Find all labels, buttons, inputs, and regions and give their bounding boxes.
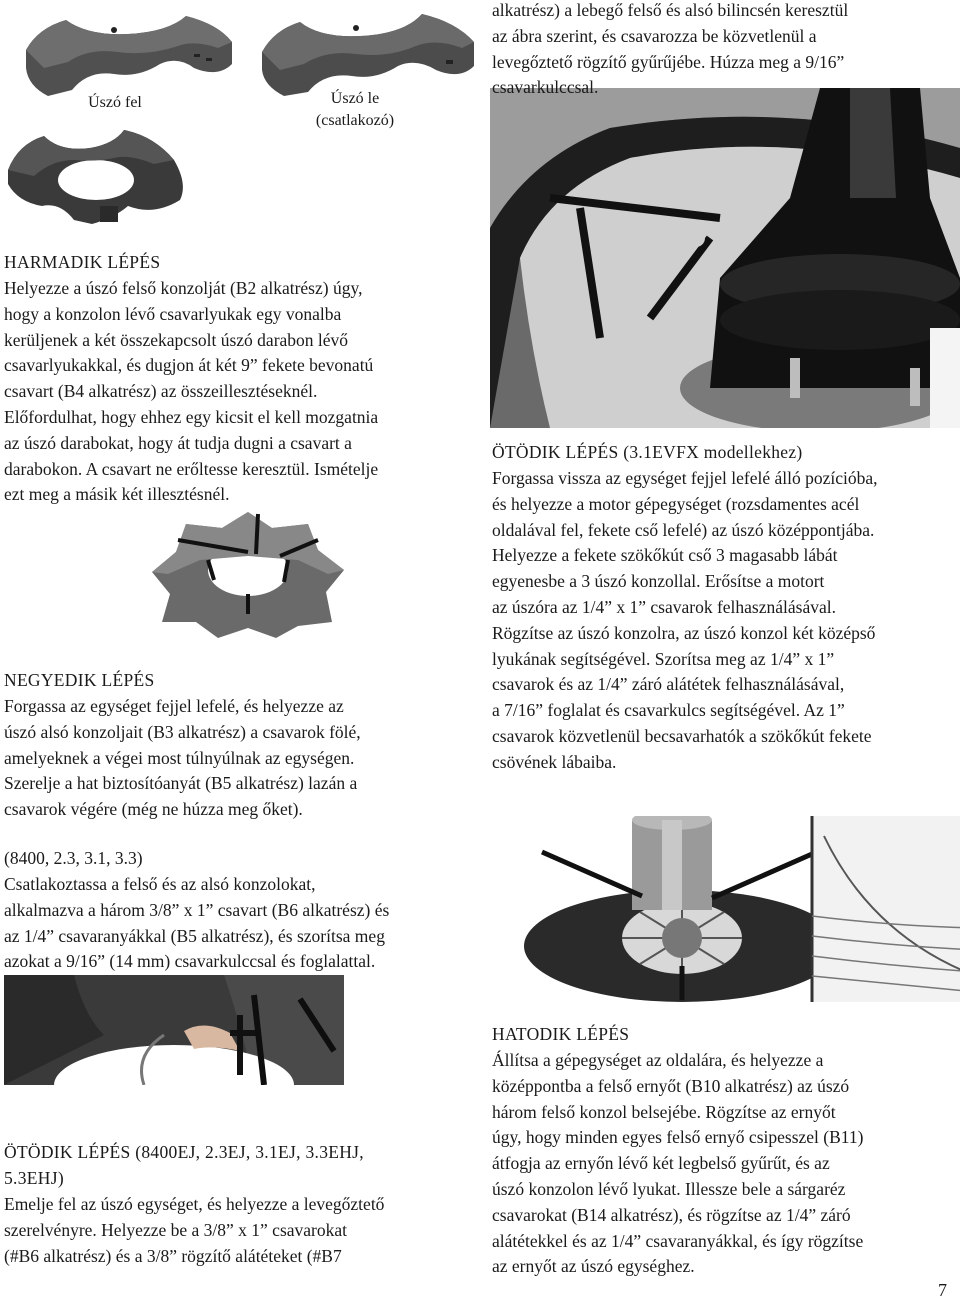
step5-left-heading: ÖTÖDIK LÉPÉS (8400EJ, 2.3EJ, 3.1EJ, 3.3EHJ, 5.3EHJ): [4, 1142, 364, 1188]
float-bottom-caption: Úszó le (csatlakozó): [315, 90, 395, 129]
aerator-closeup-photo: [490, 88, 960, 428]
step4b-models: (8400, 2.3, 3.1, 3.3): [4, 848, 143, 868]
step6-body: Állítsa a gépegységet az oldalára, és helyezze a középpontba a felső ernyőt (B10 alkatrész) az úszó három felső konzol belsejébe. Rögzítse az ernyőt úgy, hogy minden egyes felső ernyő csipesszel (B11) átfogja az ernyőn lévő két legbelső gyűrűt, és az úszó konzolon lévő lyukat. Illessze bele a sárgaréz csavarokat (B14 alkatrész), és rögzítse az 1/4” záró alátétekkel és az 1/4” csavaranyákkal, és így rögzítse az ernyőt az úszó egységhez.: [492, 1050, 864, 1277]
motor-unit-photo: [512, 816, 960, 1002]
step4-heading: NEGYEDIK LÉPÉS: [4, 670, 155, 690]
step5-right-heading: ÖTÖDIK LÉPÉS (3.1EVFX modellekhez): [492, 442, 803, 462]
step5-left-body: Emelje fel az úszó egységet, és helyezze a levegőztető szerelvényre. Helyezze be a 3/8” x 1” csavarokat (#B6 alkatrész) és a 3/8” rögzítő alátéteket (#B7: [4, 1194, 385, 1266]
float-top-caption: Úszó fel: [88, 94, 142, 111]
step4-body: Forgassa az egységet fejjel lefelé, és helyezze az úszó alsó konzoljait (B3 alkatrész) a csavarok fölé, amelyeknek a végei most túlnyúlnak az egységen. Szerelje a hat biztosítóanyát (B5 alkatrész) lazán a csavarok végére (még ne húzza meg őket).: [4, 696, 361, 820]
step4b-body: Csatlakoztassa a felső és az alsó konzolokat, alkalmazva a három 3/8” x 1” csavart (B6 alkatrész) és az 1/4” csavaranyákkal (B5 alkatrész), és szorítsa meg azokat a 9/16” (14 mm) csavarkulccsal és foglalattal.: [4, 874, 390, 972]
step6-heading: HATODIK LÉPÉS: [492, 1024, 630, 1044]
step3-heading: HARMADIK LÉPÉS: [4, 252, 161, 272]
page-number: 7: [938, 1280, 947, 1300]
continued-text: alkatrész) a lebegő felső és alsó bilincsén keresztül az ábra szerint, és csavarozza be közvetlenül a levegőztető rögzítő gyűrűjébe. Húzza meg a 9/16” csavarkulccsal.: [492, 0, 849, 98]
float-top-photo: [18, 6, 240, 100]
star-float-photo: [148, 510, 348, 640]
connected-float-photo: [4, 124, 194, 230]
bracket-mounting-photo: [4, 975, 344, 1085]
step5-right-body: Forgassa vissza az egységet fejjel lefelé álló pozícióba, és helyezze a motor gépegységet (rozsdamentes acél oldalával fel, fekete cső lefelé) az úszó középpontjába. Helyezze a fekete szökőkút cső 3 magasabb lábát egyenesbe a 3 úszó konzollal. Erősítse a motort az úszóra az 1/4” x 1” csavarok felhasználásával. Rögzítse az úszó konzolra, az úszó konzol két középső lyukának segítségével. Szorítsa meg az 1/4” x 1” csavarok és az 1/4” záró alátétek felhasználásával, a 7/16” foglalat és csavarkulcs segítségével. Az 1” csavarok közvetlenül becsavarhatók a szökőkút fekete csövének lábaiba.: [492, 468, 878, 772]
float-bottom-photo: [256, 6, 480, 100]
step3-body: Helyezze a úszó felső konzolját (B2 alkatrész) úgy, hogy a konzolon lévő csavarlyukak egy vonalba kerüljenek a két összekapcsolt úszó darabon lévő csavarlyukakkal, és dugjon át két 9” fekete bevonatú csavart (B4 alkatrész) az összeillesztéseknél. Előfordulhat, hogy ehhez egy kicsit el kell mozgatnia az úszó darabokat, hogy át tudja dugni a csavart a darabokon. A csavart ne erőltesse keresztül. Ismételje ezt meg a másik két illesztésnél.: [4, 278, 379, 505]
